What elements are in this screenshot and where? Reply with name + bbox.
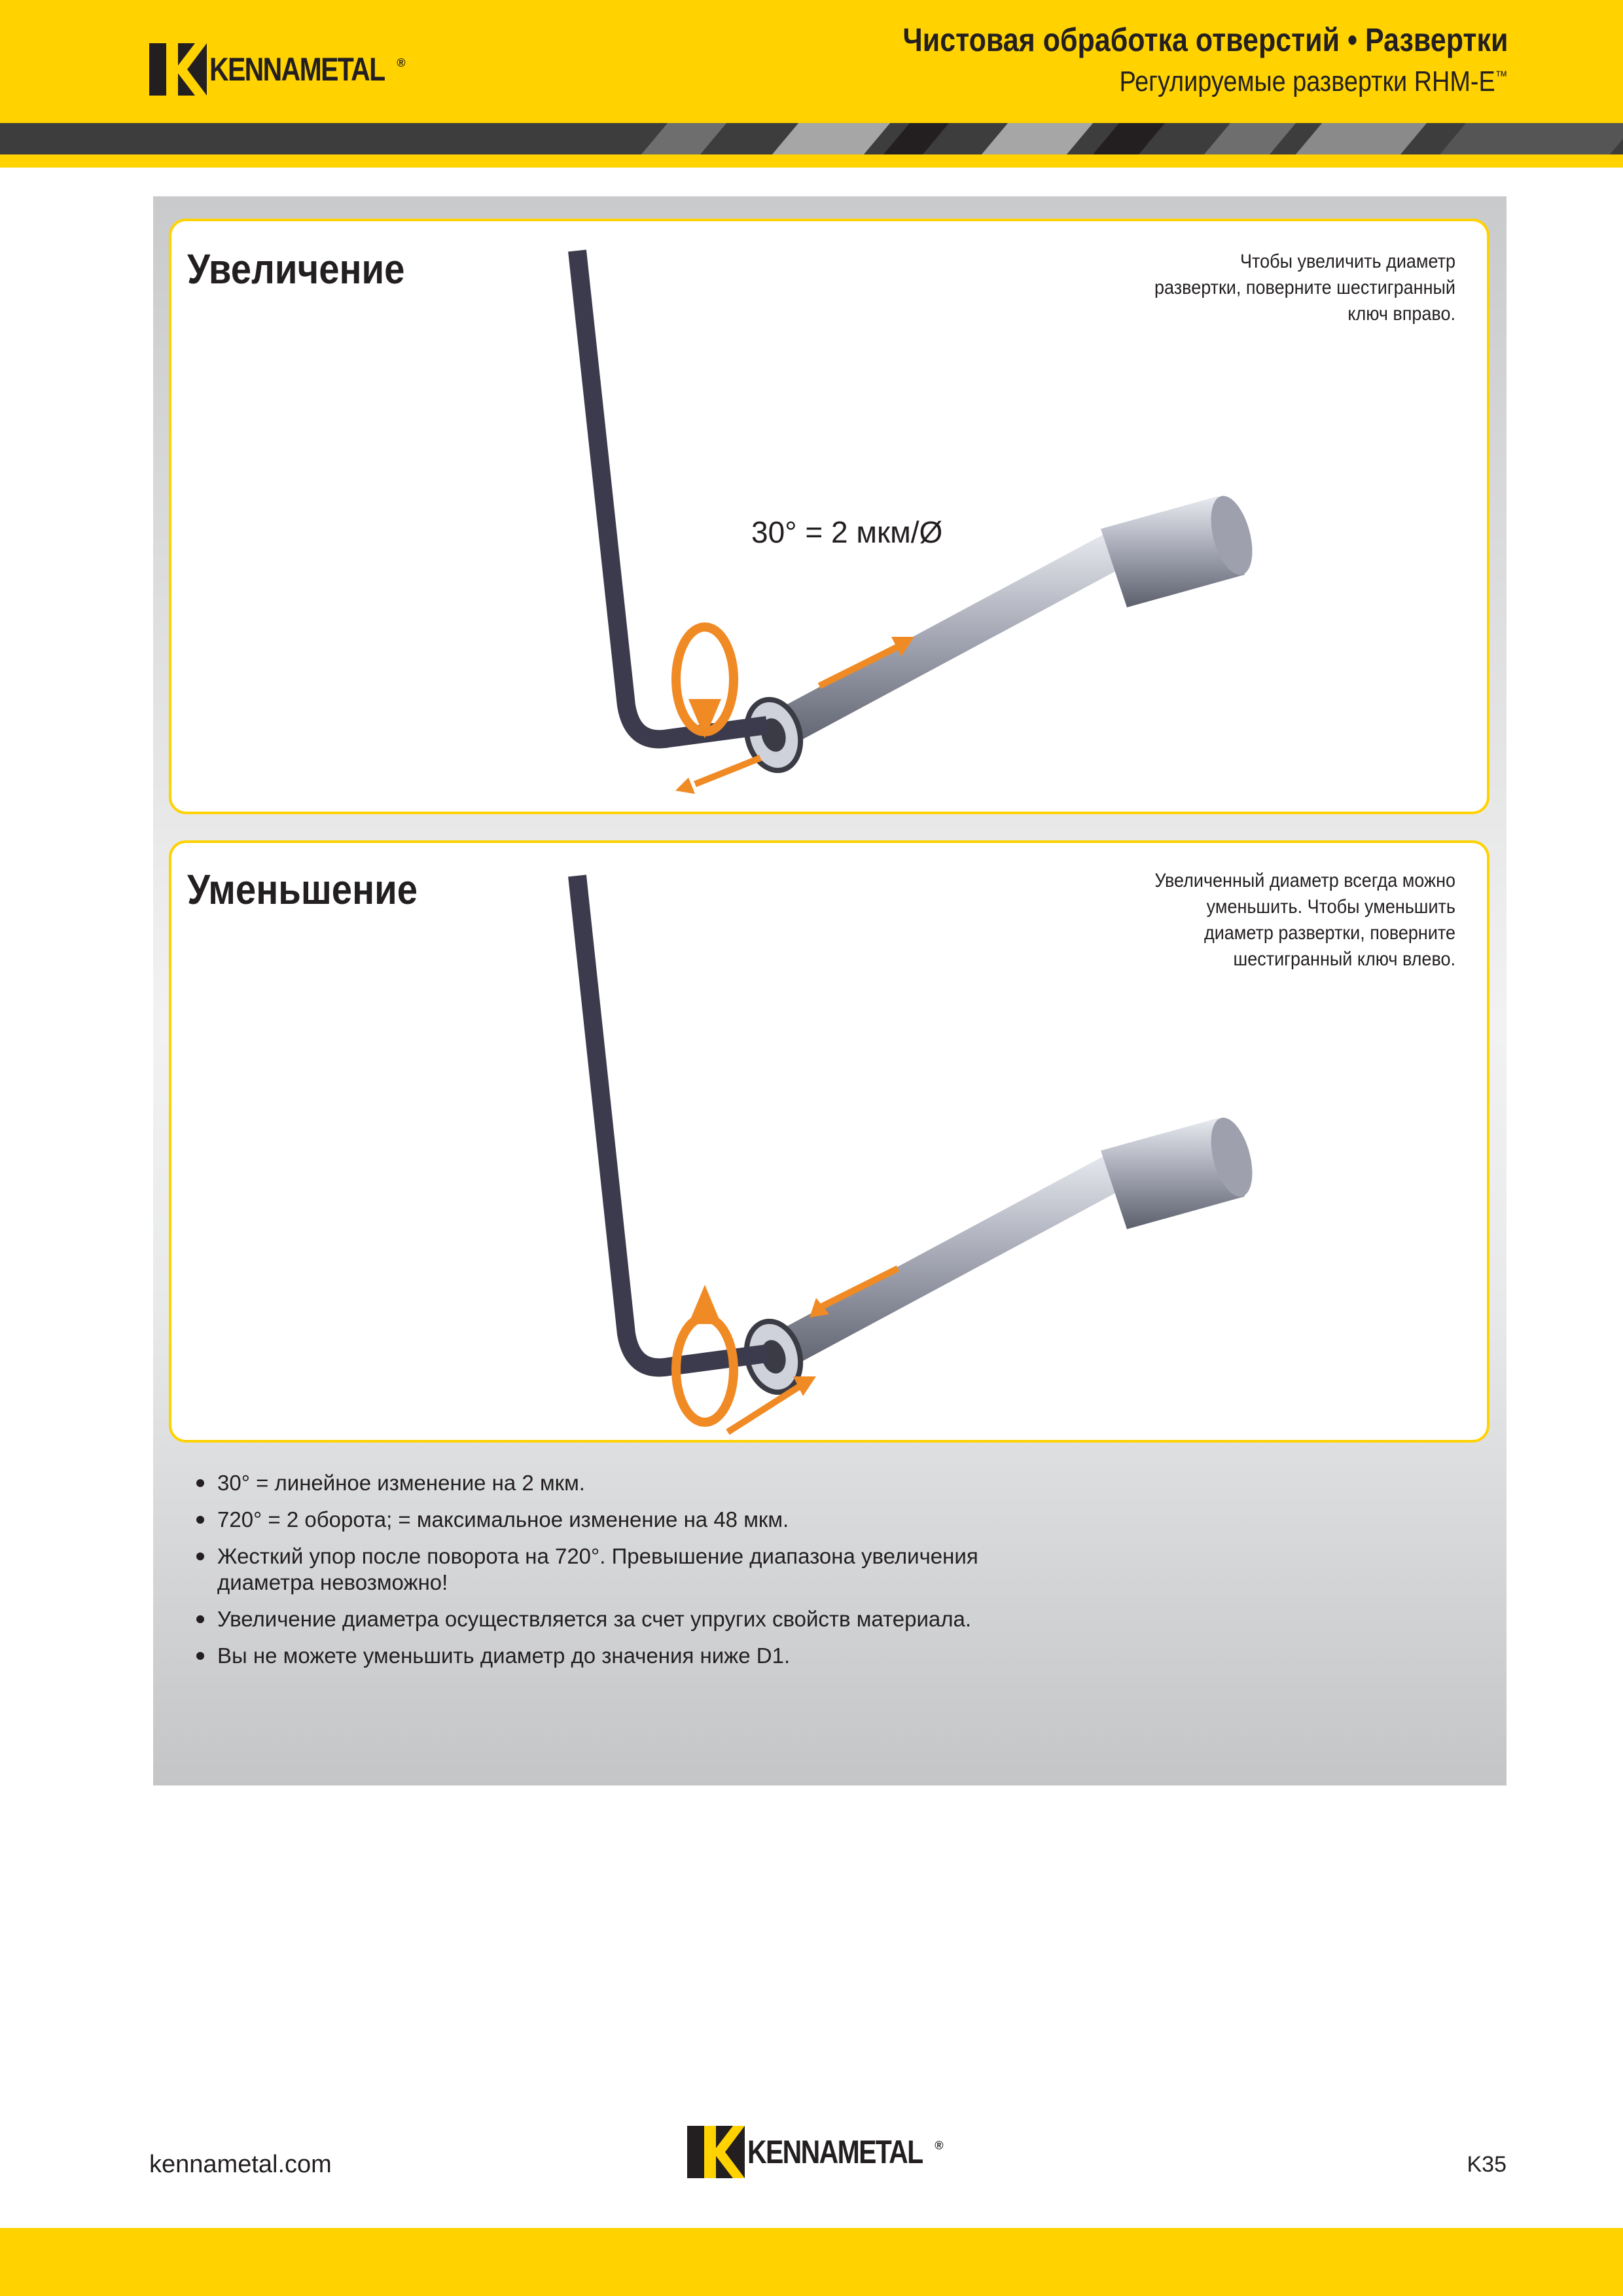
brand-wordmark: KENNAMETAL [747, 2134, 923, 2170]
adjustment-formula: 30° = 2 мкм/Ø [751, 515, 943, 549]
stripe-band [772, 123, 890, 154]
footer-bar [0, 2228, 1623, 2296]
header-underline [0, 154, 1623, 168]
brand-registered-mark: ® [397, 56, 406, 69]
stripe-band [1204, 123, 1296, 154]
header-logo[interactable] [149, 43, 406, 96]
brand-registered-mark: ® [935, 2138, 944, 2152]
list-item: 30° = линейное изменение на 2 мкм. [196, 1470, 1047, 1496]
panel-decrease [169, 840, 1489, 1443]
stripe-band [1093, 123, 1165, 154]
list-item: Увеличение диаметра осуществляется за счет упругих свойств материала. [196, 1606, 1047, 1632]
brand-wordmark: KENNAMETAL [209, 51, 385, 88]
panel-increase-text: Чтобы увеличить диаметр развертки, поверните шестигранный ключ вправо. [1154, 251, 1455, 325]
stripe-band [1440, 123, 1623, 154]
panel-increase [169, 219, 1489, 814]
reamer-increase-illustration [171, 221, 1489, 814]
hex-key-icon [577, 876, 767, 1367]
stripe-band [982, 123, 1093, 154]
kennametal-k-logo-icon [687, 2126, 745, 2178]
notes-list [196, 1470, 1047, 1679]
stripe-band [641, 123, 726, 154]
page-title: Чистовая обработка отверстий • Развертки [902, 22, 1508, 58]
list-item: 720° = 2 оборота; = максимальное изменение на 48 мкм. [196, 1507, 1047, 1533]
page-subtitle-text: Регулируемые развертки RHM-E [1119, 65, 1496, 98]
header-bar [0, 0, 1623, 123]
header-stripe [0, 123, 1623, 154]
rotation-arrow-icon [676, 627, 734, 738]
page-number: K35 [1467, 2152, 1507, 2177]
kennametal-k-logo-icon [149, 43, 207, 96]
footer-url-link[interactable]: kennametal.com [149, 2151, 332, 2178]
list-item: Вы не можете уменьшить диаметр до значения ниже D1. [196, 1643, 1047, 1669]
reamer-icon [739, 492, 1260, 777]
reamer-icon [739, 1113, 1260, 1399]
panel-decrease-text: Увеличенный диаметр всегда можно уменьшить. Чтобы уменьшить диаметр развертки, поверните шестигранный ключ влево. [1154, 870, 1455, 970]
trademark-mark: ™ [1495, 67, 1508, 84]
footer-logo[interactable] [687, 2126, 944, 2178]
reamer-decrease-illustration [171, 843, 1489, 1443]
hex-key-icon [577, 251, 767, 739]
stripe-band [1296, 123, 1427, 154]
page-subtitle [1120, 65, 1508, 98]
panel-decrease-title: Уменьшение [187, 866, 418, 913]
stripe-band [883, 123, 949, 154]
panel-increase-title: Увеличение [187, 245, 405, 293]
list-item: Жесткий упор после поворота на 720°. Превышение диапазона увеличения диаметра невозможно! [196, 1543, 1047, 1596]
